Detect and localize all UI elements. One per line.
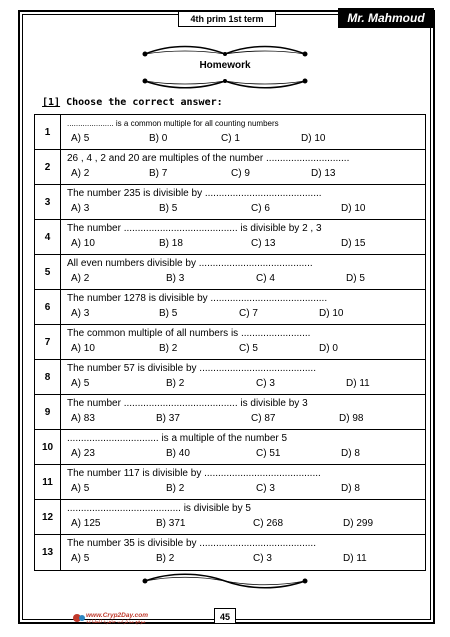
option-b[interactable]: B) 40 — [166, 448, 190, 459]
option-b[interactable]: B) 2 — [166, 483, 185, 494]
question-text: The number 35 is divisible by .......................................... — [67, 538, 316, 549]
question-text: 26 , 4 , 2 and 20 are multiples of the number .............................. — [67, 153, 350, 164]
question-row — [35, 430, 425, 465]
option-a[interactable]: A) 5 — [71, 133, 90, 144]
question-text: The number 235 is divisible by .......................................... — [67, 188, 322, 199]
option-c[interactable]: C) 268 — [253, 518, 284, 529]
question-text: ................................. is a multiple of the number 5 — [67, 433, 288, 444]
question-row — [35, 255, 425, 290]
option-d[interactable]: D) 10 — [341, 203, 366, 214]
option-c[interactable]: C) 4 — [256, 273, 275, 284]
option-d[interactable]: D) 11 — [346, 378, 370, 389]
option-b[interactable]: B) 0 — [149, 133, 168, 144]
question-number: 13 — [35, 535, 61, 570]
bottom-flourish — [140, 572, 310, 590]
page-number: 45 — [214, 608, 236, 624]
option-b[interactable]: B) 2 — [159, 343, 178, 354]
option-b[interactable]: B) 3 — [166, 273, 185, 284]
option-d[interactable]: D) 10 — [301, 133, 326, 144]
site-subtitle: موقع مذكرات جاهزة للطباعة — [86, 619, 146, 625]
option-c[interactable]: C) 9 — [231, 168, 250, 179]
option-b[interactable]: B) 5 — [159, 203, 178, 214]
question-row — [35, 220, 425, 255]
question-number: 8 — [35, 360, 61, 394]
option-a[interactable]: A) 5 — [71, 378, 90, 389]
question-text: The number 57 is divisible by .......................................... — [67, 363, 316, 374]
site-logo-icon — [72, 612, 86, 624]
option-d[interactable]: D) 98 — [339, 413, 364, 424]
option-b[interactable]: B) 2 — [156, 553, 175, 564]
option-a[interactable]: A) 5 — [71, 553, 90, 564]
question-number: 6 — [35, 290, 61, 324]
question-text: The number ......................................... is divisible by 2 , 3 — [67, 223, 322, 234]
option-d[interactable]: D) 8 — [341, 483, 360, 494]
option-b[interactable]: B) 37 — [156, 413, 180, 424]
question-row — [35, 325, 425, 360]
option-a[interactable]: A) 10 — [71, 238, 95, 249]
question-text: The number 117 is divisible by .......................................... — [67, 468, 321, 479]
option-d[interactable]: D) 11 — [343, 553, 367, 564]
option-d[interactable]: D) 299 — [343, 518, 374, 529]
question-number: 5 — [35, 255, 61, 289]
option-a[interactable]: A) 2 — [71, 168, 90, 179]
question-number: 1 — [35, 115, 61, 149]
question-row — [35, 115, 425, 150]
page-title: Homework — [199, 60, 251, 71]
option-c[interactable]: C) 51 — [256, 448, 281, 459]
question-row — [35, 535, 425, 570]
question-text: ......................................... is divisible by 5 — [67, 503, 251, 514]
option-b[interactable]: B) 18 — [159, 238, 183, 249]
site-url: www.Cryp2Day.com — [86, 612, 149, 619]
option-d[interactable]: D) 10 — [319, 308, 344, 319]
option-c[interactable]: C) 6 — [251, 203, 270, 214]
option-d[interactable]: D) 8 — [341, 448, 360, 459]
option-b[interactable]: B) 7 — [149, 168, 168, 179]
option-a[interactable]: A) 3 — [71, 308, 90, 319]
option-c[interactable]: C) 3 — [253, 553, 272, 564]
option-c[interactable]: C) 87 — [251, 413, 276, 424]
question-number: 12 — [35, 500, 61, 534]
option-d[interactable]: D) 15 — [341, 238, 366, 249]
option-c[interactable]: C) 3 — [256, 483, 275, 494]
section-heading — [42, 97, 223, 108]
question-number: 9 — [35, 395, 61, 429]
title-flourish — [140, 72, 310, 90]
option-a[interactable]: A) 83 — [71, 413, 95, 424]
term-label: 4th prim 1st term — [178, 11, 276, 27]
question-text: The number ......................................... is divisible by 3 — [67, 398, 308, 409]
question-text: ..................... is a common multiple for all counting numbers — [67, 119, 279, 128]
question-row — [35, 395, 425, 430]
option-a[interactable]: A) 125 — [71, 518, 101, 529]
option-a[interactable]: A) 5 — [71, 483, 90, 494]
question-number: 10 — [35, 430, 61, 464]
question-number: 11 — [35, 465, 61, 499]
question-row — [35, 500, 425, 535]
option-a[interactable]: A) 23 — [71, 448, 95, 459]
question-text: The number 1278 is divisible by .......................................... — [67, 293, 328, 304]
section-number: [1] — [42, 97, 61, 108]
option-b[interactable]: B) 371 — [156, 518, 186, 529]
option-c[interactable]: C) 3 — [256, 378, 275, 389]
option-a[interactable]: A) 3 — [71, 203, 90, 214]
question-row — [35, 465, 425, 500]
option-d[interactable]: D) 13 — [311, 168, 336, 179]
question-row — [35, 185, 425, 220]
option-a[interactable]: A) 10 — [71, 343, 95, 354]
author-label: Mr. Mahmoud — [338, 8, 434, 28]
question-number: 3 — [35, 185, 61, 219]
question-row — [35, 150, 425, 185]
question-text: The common multiple of all numbers is ......................... — [67, 328, 311, 339]
option-d[interactable]: D) 0 — [319, 343, 338, 354]
question-number: 4 — [35, 220, 61, 254]
question-number: 7 — [35, 325, 61, 359]
option-c[interactable]: C) 7 — [239, 308, 258, 319]
question-row — [35, 290, 425, 325]
question-row — [35, 360, 425, 395]
option-c[interactable]: C) 5 — [239, 343, 258, 354]
questions-table — [34, 114, 426, 571]
section-instruction: Choose the correct answer: — [66, 97, 223, 108]
option-c[interactable]: C) 1 — [221, 133, 240, 144]
option-b[interactable]: B) 2 — [166, 378, 185, 389]
option-b[interactable]: B) 5 — [159, 308, 178, 319]
question-text: All even numbers divisible by ......................................... — [67, 258, 313, 269]
option-a[interactable]: A) 2 — [71, 273, 90, 284]
option-c[interactable]: C) 13 — [251, 238, 276, 249]
question-number: 2 — [35, 150, 61, 184]
option-d[interactable]: D) 5 — [346, 273, 365, 284]
